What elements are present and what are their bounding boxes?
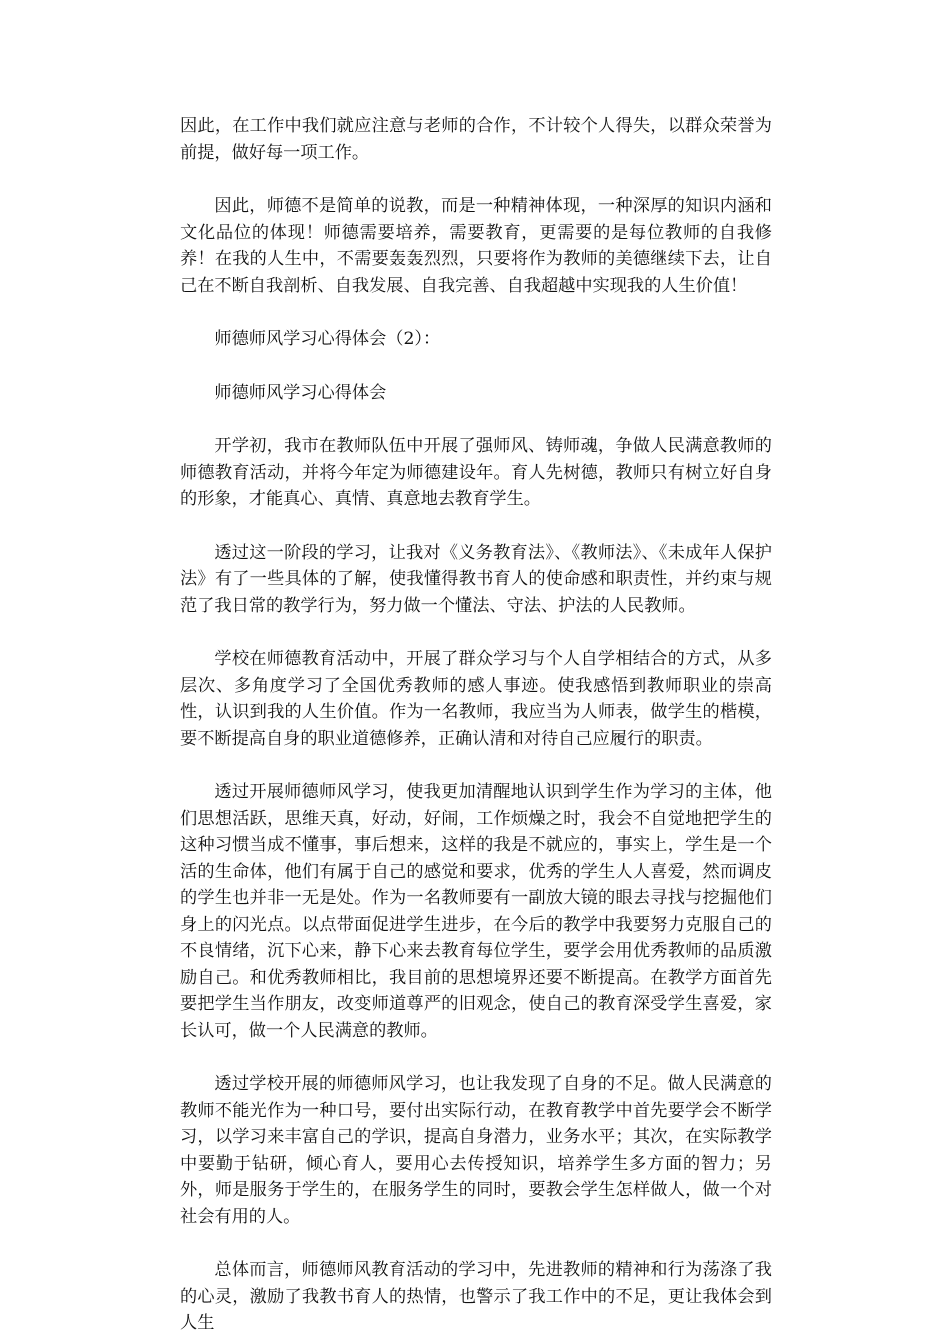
section-heading: 师德师风学习心得体会（2）： [214,329,441,349]
paragraph-students: 透过开展师德师风学习，使我更加清醒地认识到学生作为学习的主体，他们思想活跃，思维天真，好动，好闹，工作烦燥之时，我会不自觉地把学生的这种习惯当成不懂事，事后想来，这样的我是不就应的，事实上，学生是一个活的生命体，他们有属于自己的感觉和要求，优秀的学生人人喜爱，然而调皮的学生也并非一无是处。作为一名教师要有一副放大镜的眼去寻找与挖掘他们身上的闪光点。以点带面促进学生进步，在今后的教学中我要努力克服自己的不良情绪，沉下心来，静下心来去教育每位学生，要学会用优秀教师的品质激励自己。和优秀教师相比，我目前的思想境界还要不断提高。在教学方面首先要把学生当作朋友，改变师道尊严的旧观念，使自己的教育深受学生喜爱，家长认可，做一个人民满意的教师。 [180,782,772,1041]
document-body [180,113,772,1337]
article-title: 师德师风学习心得体会 [214,382,387,403]
paragraph-continuation: 因此，在工作中我们就应注意与老师的合作，不计较个人得失，以群众荣誉为前提，做好每一项工作。 [180,116,772,163]
paragraph-intro: 开学初，我市在教师队伍中开展了强师风、铸师魂，争做人民满意教师的师德教育活动，并将今年定为师德建设年。育人先树德，教师只有树立好自身的形象，才能真心、真情、真意地去教育学生。 [180,436,772,509]
paragraph-conclusion: 因此，师德不是简单的说教，而是一种精神体现，一种深厚的知识内涵和文化品位的体现！师德需要培养，需要教育，更需要的是每位教师的自我修养！在我的人生中，不需要轰轰烈烈，只要将作为教师的美德继续下去，让自己在不断自我剖析、自我发展、自我完善、自我超越中实现我的人生价值！ [180,196,772,296]
paragraph-shortcomings: 透过学校开展的师德师风学习，也让我发现了自身的不足。做人民满意的教师不能光作为一种口号，要付出实际行动，在教育教学中首先要学会不断学习，以学习来丰富自己的学识，提高自身潜力，业务水平；其次，在实际教学中要勤于钻研，倾心育人，要用心去传授知识，培养学生多方面的智力；另外，师是服务于学生的，在服务学生的同时，要教会学生怎样做人，做一个对社会有用的人。 [180,1074,772,1227]
paragraph-school-activity: 学校在师德教育活动中，开展了群众学习与个人自学相结合的方式，从多层次、多角度学习了全国优秀教师的感人事迹。使我感悟到教师职业的崇高性，认识到我的人生价值。作为一名教师，我应当为人师表，做学生的楷模，要不断提高自身的职业道德修养，正确认清和对待自己应履行的职责。 [180,649,772,749]
paragraph-laws: 透过这一阶段的学习，让我对《义务教育法》、《教师法》、《未成年人保护法》有了一些具体的了解，使我懂得教书育人的使命感和职责性，并约束与规范了我日常的教学行为，努力做一个懂法、守法、护法的人民教师。 [180,542,772,616]
paragraph-summary: 总体而言，师德师风教育活动的学习中，先进教师的精神和行为荡涤了我的心灵，激励了我教书育人的热情，也警示了我工作中的不足，更让我体会到人生 [180,1260,772,1333]
